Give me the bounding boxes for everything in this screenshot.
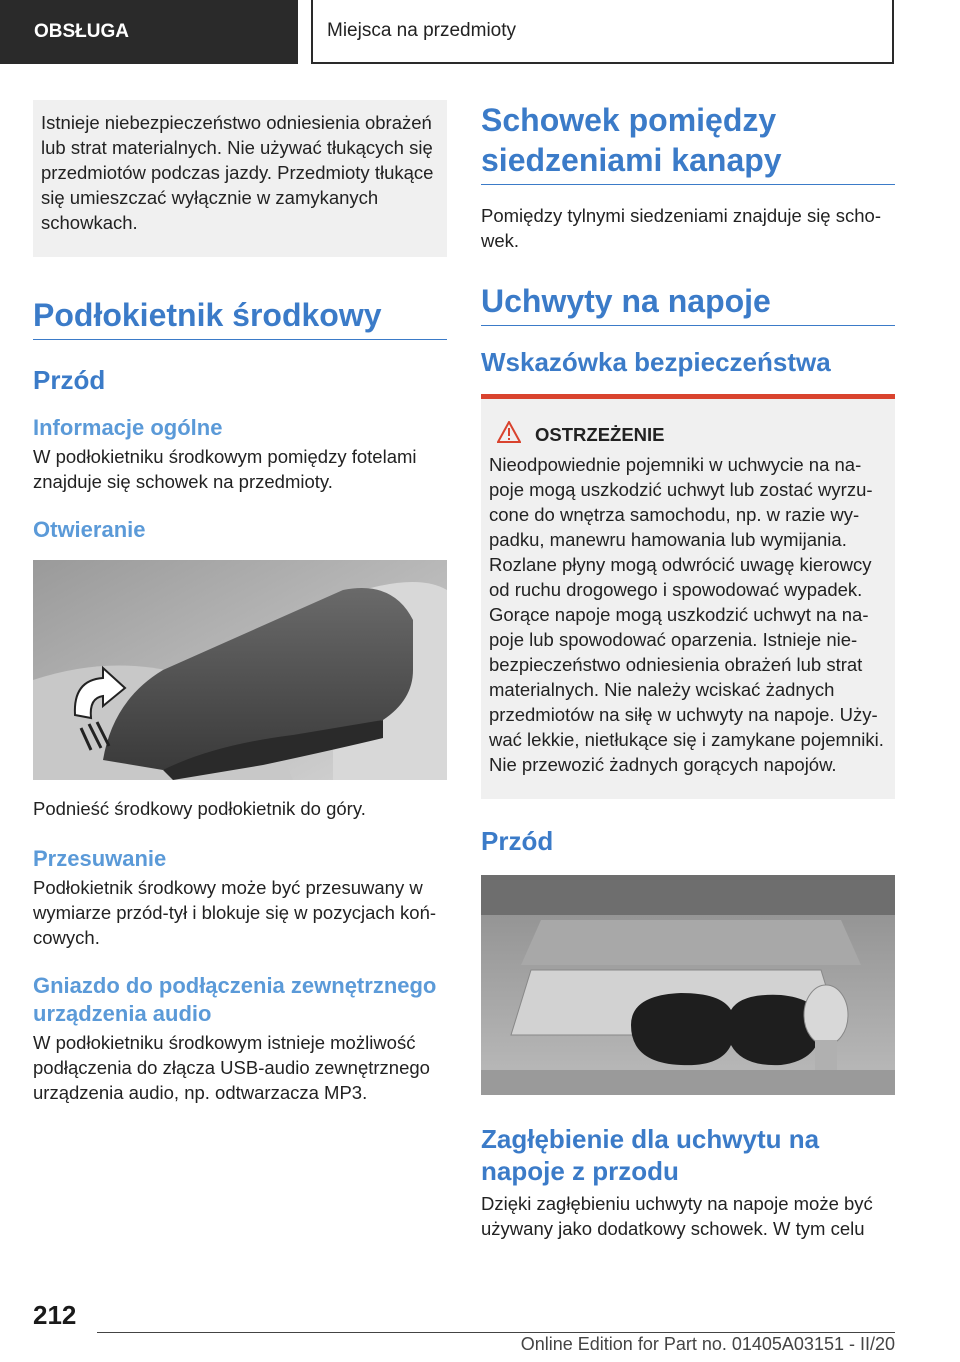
heading-sliding: Przesuwanie <box>33 846 167 871</box>
warning-text: Nieodpowiednie pojemniki w uchwycie na napoje mogą uszkodzić uchwyt lub zostać wyrzucone do wnętrza samochodu, np. w razie wypadku, manewru hamowania lub wymijania. Rozlane płyny mogą odwrócić uwagę kierowcy od ruchu drogowego i spowodować wypadek. Gorące napoje mogą uszkodzić uchwyt na napoje lub spowodować oparzenia. Istnieje niebezpieczeństwo odniesienia obrażeń lub strat materialnych. Nie należy wciskać żadnych przedmiotów na siłę w uchwyty na napoje. Używać lekkie, nietłukące się i zamykane pojemniki. Nie przewozić żadnych gorących napojów. <box>489 454 884 775</box>
section-heading-storage: Schowek pomiędzy siedzeniami kanapy <box>481 100 895 185</box>
paragraph-audio-socket: W podłokietniku środkowym istnieje możliwość podłączenia do złącza USB-audio zewnętrznego urządzenia audio, np. odtwarzacza MP3. <box>33 1032 430 1103</box>
section-title: OBSŁUGA <box>34 21 129 42</box>
paragraph-opening: Podnieść środkowy podłokietnik do góry. <box>33 798 366 819</box>
left-column <box>33 100 447 1105</box>
warning-box <box>481 394 895 799</box>
subheading-front-cupholders: Przód <box>481 826 554 856</box>
heading-audio-socket: Gniazdo do podłączenia zewnętrznego urządzenia audio <box>33 973 437 1026</box>
heading-opening: Otwieranie <box>33 517 146 542</box>
subheading-safety: Wskazówka bezpieczeństwa <box>481 347 831 377</box>
note-box <box>33 100 447 257</box>
edition-note: Online Edition for Part no. 01405A03151 - II/20 <box>520 1334 895 1354</box>
paragraph-recess: Dzięki zagłębieniu uchwyty na napoje może być używany jako dodatkowy schowek. W tym celu <box>481 1193 873 1239</box>
section-tab <box>0 0 298 64</box>
heading-general-info: Informacje ogólne <box>33 415 223 440</box>
note-text: Istnieje niebezpieczeństwo odniesienia obrażeń lub strat materialnych. Nie używać tłukących się przedmiotów podczas jazdy. Przedmioty tłukące się umieszczać wyłącznie w zamykanych schowkach. <box>41 112 434 233</box>
paragraph-sliding: Podłokietnik środkowy może być przesuwany w wymiarze przód-tył i blokuje się w pozycjach końcowych. <box>33 877 437 948</box>
cupholder-image <box>481 875 895 1095</box>
chapter-title: Miejsca na przedmioty <box>327 20 517 41</box>
warning-triangle-icon <box>497 421 521 448</box>
armrest-image <box>33 560 447 780</box>
footer-divider <box>97 1332 895 1333</box>
section-heading-cupholders: Uchwyty na napoje <box>481 281 895 326</box>
chapter-header <box>311 0 894 64</box>
page-number: 212 <box>33 1300 77 1330</box>
warning-header <box>489 421 887 448</box>
right-column <box>481 100 895 1241</box>
paragraph-general-info: W podłokietniku środkowym pomiędzy fotelami znajduje się schowek na przedmioty. <box>33 446 417 492</box>
section-heading-armrest: Podłokietnik środkowy <box>33 295 447 340</box>
subheading-recess: Zagłębienie dla uchwytu na napoje z przodu <box>481 1124 820 1186</box>
paragraph-storage: Pomiędzy tylnymi siedzeniami znajduje się schowek. <box>481 205 881 251</box>
subheading-front: Przód <box>33 365 106 395</box>
warning-title: OSTRZEŻENIE <box>535 423 665 445</box>
